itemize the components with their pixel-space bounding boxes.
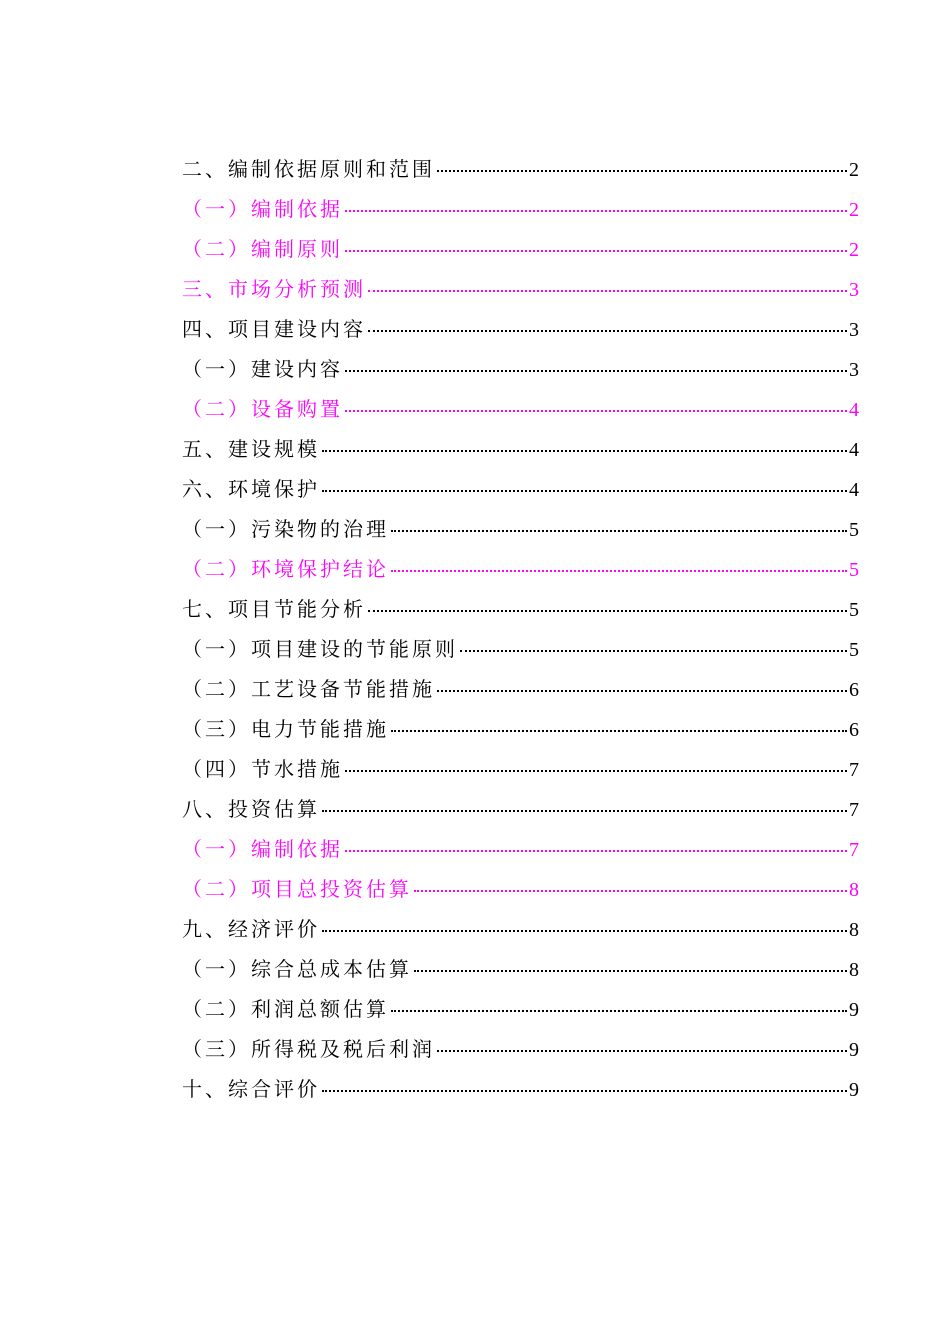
toc-entry[interactable] xyxy=(182,1029,859,1069)
toc-entry[interactable] xyxy=(182,589,859,629)
toc-entry[interactable] xyxy=(182,669,859,709)
toc-entry-title: （一）编制依据 xyxy=(182,197,343,221)
toc-page-number: 5 xyxy=(849,599,859,621)
toc-entry[interactable] xyxy=(182,509,859,549)
toc-entry-title: 八、投资估算 xyxy=(182,797,320,821)
toc-entry[interactable] xyxy=(182,389,859,429)
toc-entry-title: 二、编制依据原则和范围 xyxy=(182,157,435,181)
toc-entry[interactable] xyxy=(182,349,859,389)
toc-entry[interactable] xyxy=(182,909,859,949)
toc-entry[interactable] xyxy=(182,709,859,749)
toc-entry-title: 六、环境保护 xyxy=(182,477,320,501)
toc-dot-leader xyxy=(391,1010,847,1012)
toc-entry[interactable] xyxy=(182,749,859,789)
toc-entry-title: （二）环境保护结论 xyxy=(182,557,389,581)
toc-page-number: 7 xyxy=(849,839,859,861)
toc-dot-leader xyxy=(322,490,847,492)
toc-entry[interactable] xyxy=(182,469,859,509)
toc-page-number: 3 xyxy=(849,359,859,381)
toc-dot-leader xyxy=(322,450,847,452)
toc-entry[interactable] xyxy=(182,229,859,269)
toc-page-number: 5 xyxy=(849,639,859,661)
toc-entry-title: 四、项目建设内容 xyxy=(182,317,366,341)
toc-entry[interactable] xyxy=(182,309,859,349)
toc-dot-leader xyxy=(345,770,847,772)
toc-page-number: 7 xyxy=(849,799,859,821)
toc-page-number: 6 xyxy=(849,679,859,701)
toc-page-number: 8 xyxy=(849,959,859,981)
toc-entry[interactable] xyxy=(182,149,859,189)
toc-dot-leader xyxy=(437,170,847,172)
toc-page-number: 2 xyxy=(849,239,859,261)
toc-page-number: 3 xyxy=(849,319,859,341)
toc-dot-leader xyxy=(414,970,847,972)
toc-entry-title: （二）编制原则 xyxy=(182,237,343,261)
toc-entry-title: （三）电力节能措施 xyxy=(182,717,389,741)
toc-entry-title: 五、建设规模 xyxy=(182,437,320,461)
toc-dot-leader xyxy=(460,650,847,652)
toc-entry[interactable] xyxy=(182,949,859,989)
toc-page-number: 2 xyxy=(849,159,859,181)
toc-entry[interactable] xyxy=(182,549,859,589)
toc-entry-title: 九、经济评价 xyxy=(182,917,320,941)
toc-dot-leader xyxy=(368,290,847,292)
toc-page-number: 2 xyxy=(849,199,859,221)
toc-dot-leader xyxy=(368,610,847,612)
toc-entry[interactable] xyxy=(182,429,859,469)
toc-dot-leader xyxy=(345,210,847,212)
toc-entry[interactable] xyxy=(182,989,859,1029)
toc-dot-leader xyxy=(391,730,847,732)
toc-page-number: 8 xyxy=(849,919,859,941)
toc-page-number: 7 xyxy=(849,759,859,781)
toc-entry-title: （一）污染物的治理 xyxy=(182,517,389,541)
toc-page-number: 8 xyxy=(849,879,859,901)
toc-page-number: 5 xyxy=(849,519,859,541)
toc-entry-title: 七、项目节能分析 xyxy=(182,597,366,621)
toc-dot-leader xyxy=(345,370,847,372)
toc-entry[interactable] xyxy=(182,269,859,309)
toc-page-number: 3 xyxy=(849,279,859,301)
toc-page-number: 9 xyxy=(849,999,859,1021)
toc-entry[interactable] xyxy=(182,789,859,829)
toc-entry-title: （一）综合总成本估算 xyxy=(182,957,412,981)
toc-dot-leader xyxy=(322,810,847,812)
toc-entry-title: （三）所得税及税后利润 xyxy=(182,1037,435,1061)
toc-page-number: 9 xyxy=(849,1039,859,1061)
toc-dot-leader xyxy=(437,1050,847,1052)
toc-dot-leader xyxy=(322,930,847,932)
toc-page-number: 6 xyxy=(849,719,859,741)
toc-dot-leader xyxy=(391,570,847,572)
toc-entry[interactable] xyxy=(182,829,859,869)
toc-page-number: 4 xyxy=(849,479,859,501)
toc-entry-title: （二）工艺设备节能措施 xyxy=(182,677,435,701)
toc-entry[interactable] xyxy=(182,869,859,909)
toc-entry-title: （二）项目总投资估算 xyxy=(182,877,412,901)
toc-entry-title: （一）项目建设的节能原则 xyxy=(182,637,458,661)
toc-dot-leader xyxy=(345,850,847,852)
toc-entry[interactable] xyxy=(182,189,859,229)
toc-dot-leader xyxy=(391,530,847,532)
toc-dot-leader xyxy=(345,410,847,412)
toc-dot-leader xyxy=(414,890,847,892)
toc-entry-title: 十、综合评价 xyxy=(182,1077,320,1101)
toc-entry-title: （一）编制依据 xyxy=(182,837,343,861)
toc-entry-title: 三、市场分析预测 xyxy=(182,277,366,301)
toc-entry[interactable] xyxy=(182,1069,859,1109)
toc-entry-title: （二）设备购置 xyxy=(182,397,343,421)
toc-dot-leader xyxy=(437,690,847,692)
table-of-contents xyxy=(182,149,859,1109)
toc-page-number: 4 xyxy=(849,439,859,461)
toc-page-number: 4 xyxy=(849,399,859,421)
toc-dot-leader xyxy=(368,330,847,332)
toc-page-number: 5 xyxy=(849,559,859,581)
toc-entry-title: （二）利润总额估算 xyxy=(182,997,389,1021)
toc-page-number: 9 xyxy=(849,1079,859,1101)
toc-entry[interactable] xyxy=(182,629,859,669)
toc-entry-title: （四）节水措施 xyxy=(182,757,343,781)
toc-dot-leader xyxy=(345,250,847,252)
toc-entry-title: （一）建设内容 xyxy=(182,357,343,381)
toc-dot-leader xyxy=(322,1090,847,1092)
